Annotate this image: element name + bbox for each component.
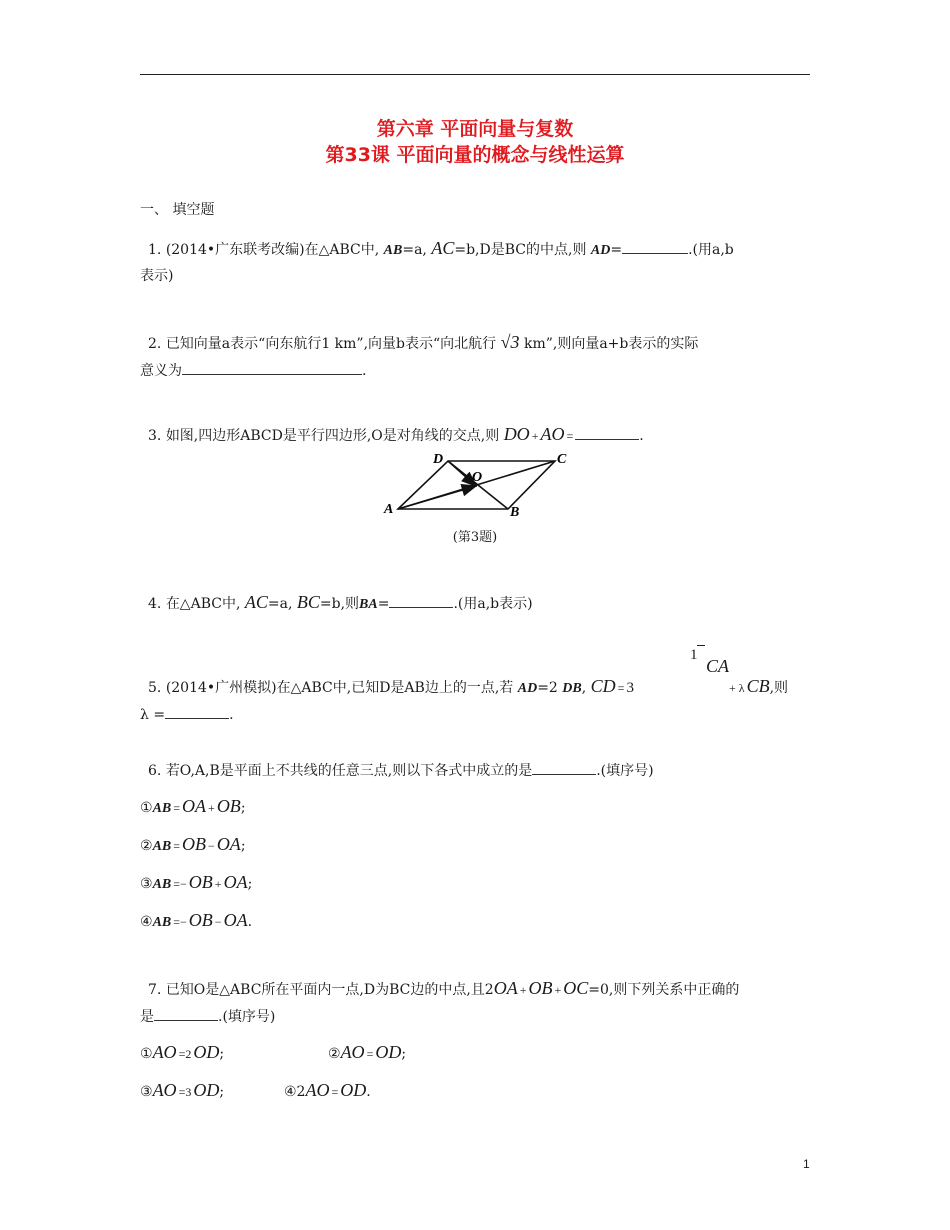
fraction-bar [697,645,705,646]
sqrt-three: √3 [500,332,520,352]
answer-blank[interactable] [532,760,596,775]
option-2: ②AB = OB − OA; [140,834,246,854]
question-7: 7. 已知O是△ABC所在平面内一点,D为BC边的中点,且2OA + OB + OC=0,则下列关系中正确的 [148,978,740,998]
vector-oc: OC [563,978,589,998]
vector-db: DB [562,681,582,696]
answer-blank[interactable] [389,593,453,608]
vector-ac: AC [431,238,455,258]
question-2-line2: 意义为 . [140,360,366,381]
vector-cd: CD [590,676,616,696]
page-number: 1 [803,1157,810,1171]
question-7-line2: 是 .(填序号) [140,1006,275,1027]
answer-blank[interactable] [165,704,229,719]
option-1: ①AB = OA + OB; [140,796,246,816]
question-6: 6. 若O,A,B是平面上不共线的任意三点,则以下各式中成立的是 .(填序号) [148,760,654,781]
question-5: 5. (2014•广州模拟)在△ABC中,已知D是AB边上的一点,若 AD=2 DB, CD = 3 [148,676,634,696]
label-a: A [384,502,394,517]
option-3: ③AB =− OB + OA; [140,872,253,892]
vector-oa: OA [493,978,518,998]
question-1: 1. (2014•广东联考改编)在△ABC中, AB=a, AC=b,D是BC的中点,则 AD= .(用a,b [148,238,734,258]
question-2: 2. 已知向量a表示“向东航行1 km”,向量b表示“向北航行 √3 km”,则向量a+b表示的实际 [148,332,699,352]
section-heading: 一、 填空题 [140,202,215,218]
fraction-denominator: 3 [626,680,634,696]
answer-blank[interactable] [622,239,688,254]
vector-ob: OB [528,978,553,998]
label-d: D [433,452,444,467]
vector-ab: AB [383,243,403,258]
question-5-tail: + λ CB,则 [729,676,789,696]
vector-ba: BA [359,597,378,612]
question-5-line2: λ = . [140,704,234,725]
vector-cb: CB [746,676,770,696]
header-rule [140,74,810,75]
vector-do: DO [503,424,530,444]
chapter-title: 第六章 平面向量与复数 [376,118,574,140]
label-o: O [472,470,483,485]
question-4: 4. 在△ABC中, AC=a, BC=b,则BA= .(用a,b表示) [148,592,533,612]
option-3: ③AO =3 OD; [140,1080,225,1100]
answer-blank[interactable] [575,425,639,440]
parallelogram-figure [380,448,580,520]
vector-ca: CA [706,656,730,676]
label-c: C [557,452,567,467]
option-1: ①AO =2 OD; [140,1042,225,1062]
vector-ad: AD [517,681,538,696]
question-1-line2: 表示) [140,268,174,284]
vector-ac: AC [244,592,268,612]
answer-blank[interactable] [182,360,362,375]
vector-ad: AD [590,243,611,258]
answer-blank[interactable] [154,1006,218,1021]
fraction-numerator: 1 [690,647,698,663]
vector-bc: BC [296,592,320,612]
option-4: ④2AO = OD. [284,1080,371,1100]
vector-ao: AO [540,424,565,444]
figure-caption: (第3题) [452,530,498,545]
label-b: B [510,505,520,520]
question-3: 3. 如图,四边形ABCD是平行四边形,O是对角线的交点,则 DO + AO = . [148,424,644,444]
lesson-title: 第33课 平面向量的概念与线性运算 [325,144,625,166]
option-4: ④AB =− OB − OA. [140,910,253,930]
option-2: ②AO = OD; [328,1042,407,1062]
